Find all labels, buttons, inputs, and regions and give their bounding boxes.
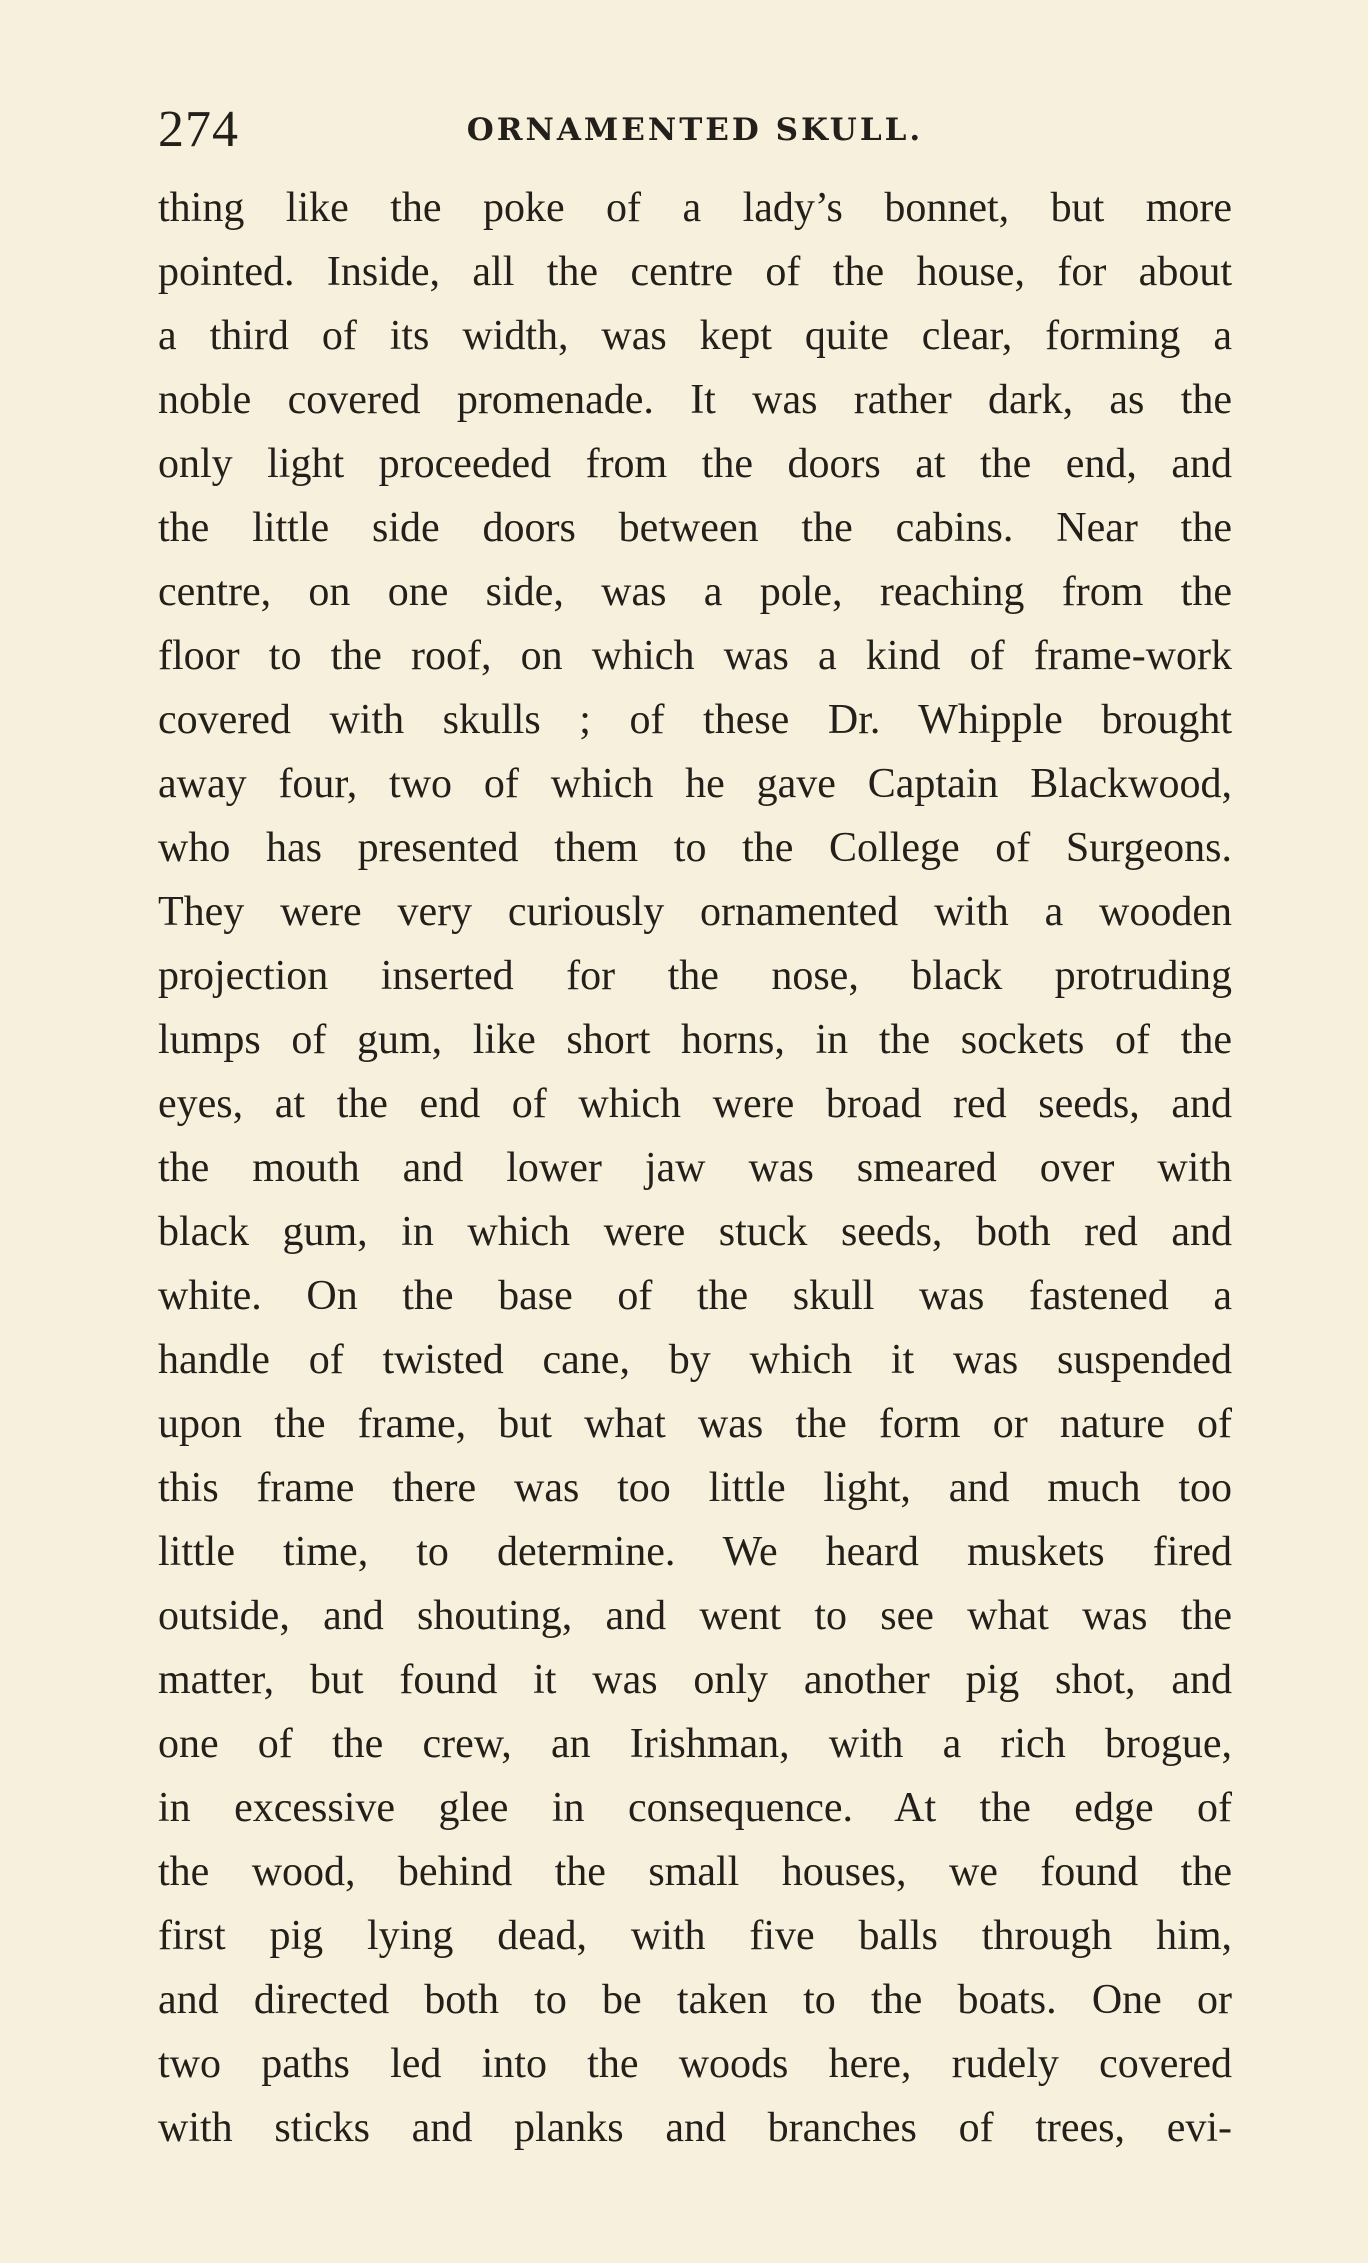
text-line: only light proceeded from the doors at the end, and <box>158 441 1232 487</box>
text-line: little time, to determine. We heard muskets fired <box>158 1529 1232 1575</box>
text-line: They were very curiously ornamented with a wooden <box>158 889 1232 935</box>
running-title: ORNAMENTED SKULL. <box>466 112 924 148</box>
text-line: projection inserted for the nose, black protruding <box>158 953 1232 999</box>
text-line: white. On the base of the skull was fastened a <box>158 1273 1232 1319</box>
text-line: black gum, in which were stuck seeds, both red and <box>158 1209 1232 1255</box>
body-text <box>158 176 1232 2160</box>
text-line: this frame there was too little light, and much too <box>158 1465 1232 1511</box>
text-line: the wood, behind the small houses, we found the <box>158 1849 1232 1895</box>
text-line: eyes, at the end of which were broad red seeds, and <box>158 1081 1232 1127</box>
text-line: one of the crew, an Irishman, with a rich brogue, <box>158 1721 1232 1767</box>
text-line: noble covered promenade. It was rather dark, as the <box>158 377 1232 423</box>
text-line: away four, two of which he gave Captain Blackwood, <box>158 761 1232 807</box>
text-line: in excessive glee in consequence. At the edge of <box>158 1785 1232 1831</box>
text-line: the mouth and lower jaw was smeared over with <box>158 1145 1232 1191</box>
text-line: matter, but found it was only another pig shot, and <box>158 1657 1232 1703</box>
text-line: thing like the poke of a lady’s bonnet, but more <box>158 185 1232 231</box>
text-line: with sticks and planks and branches of trees, evi- <box>158 2105 1232 2151</box>
text-line: centre, on one side, was a pole, reaching from the <box>158 569 1232 615</box>
running-head <box>158 100 1232 160</box>
text-line: floor to the roof, on which was a kind of frame-work <box>158 633 1232 679</box>
text-line: two paths led into the woods here, rudely covered <box>158 2041 1232 2087</box>
text-line: covered with skulls ; of these Dr. Whipple brought <box>158 697 1232 743</box>
text-line: pointed. Inside, all the centre of the house, for about <box>158 249 1232 295</box>
text-line: and directed both to be taken to the boats. One or <box>158 1977 1232 2023</box>
text-line: lumps of gum, like short horns, in the sockets of the <box>158 1017 1232 1063</box>
text-line: outside, and shouting, and went to see what was the <box>158 1593 1232 1639</box>
text-line: handle of twisted cane, by which it was suspended <box>158 1337 1232 1383</box>
text-line: a third of its width, was kept quite clear, forming a <box>158 313 1232 359</box>
text-line: first pig lying dead, with five balls through him, <box>158 1913 1232 1959</box>
text-line: who has presented them to the College of Surgeons. <box>158 825 1232 871</box>
page-number: 274 <box>158 101 239 158</box>
text-line: the little side doors between the cabins. Near the <box>158 505 1232 551</box>
text-line: upon the frame, but what was the form or nature of <box>158 1401 1232 1447</box>
